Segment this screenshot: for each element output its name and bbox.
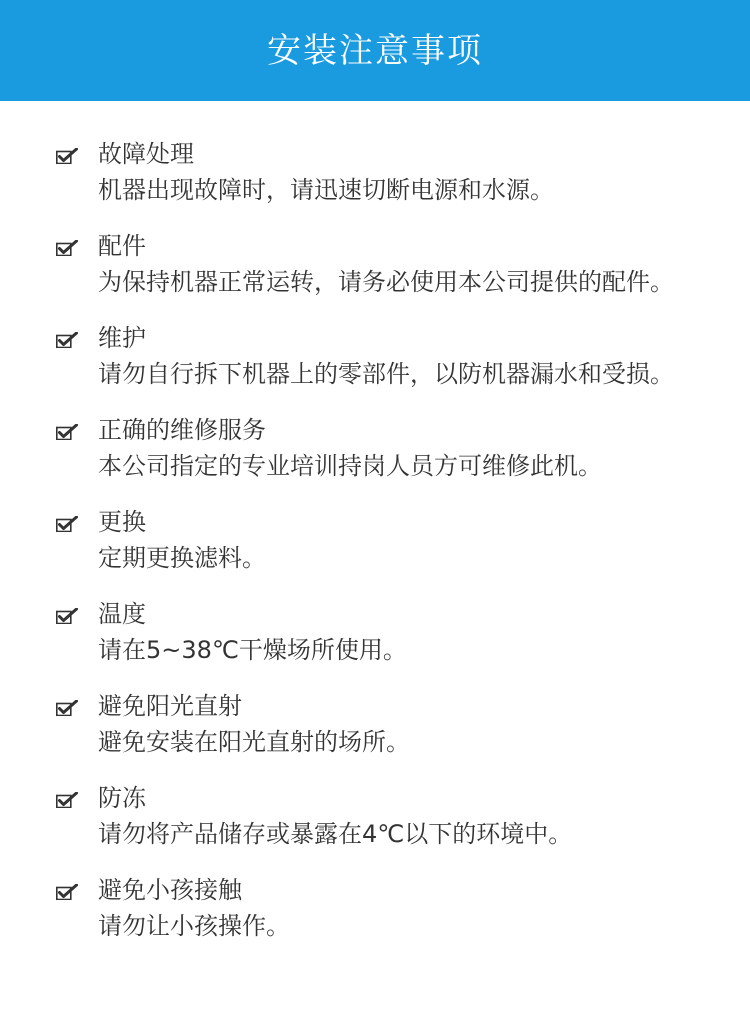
item-title: 更换 (98, 508, 146, 536)
list-item (0, 872, 750, 964)
checkbox-checked-icon (56, 700, 78, 716)
list-item (0, 596, 750, 688)
item-description: 避免安装在阳光直射的场所。 (98, 728, 410, 756)
checkbox-checked-icon (56, 884, 78, 900)
item-title: 避免阳光直射 (98, 692, 242, 720)
item-title: 配件 (98, 232, 146, 260)
item-title: 防冻 (98, 784, 146, 812)
list-item (0, 136, 750, 228)
notice-list (0, 136, 750, 964)
checkbox-checked-icon (56, 148, 78, 164)
list-item (0, 320, 750, 412)
checkbox-checked-icon (56, 424, 78, 440)
list-item (0, 688, 750, 780)
checkbox-checked-icon (56, 516, 78, 532)
item-description: 定期更换滤料。 (98, 544, 266, 572)
item-description: 请在5~38℃干燥场所使用。 (98, 636, 407, 664)
item-description: 请勿自行拆下机器上的零部件，以防机器漏水和受损。 (98, 360, 674, 388)
checkbox-checked-icon (56, 332, 78, 348)
item-title: 温度 (98, 600, 146, 628)
item-title: 避免小孩接触 (98, 876, 242, 904)
checkbox-checked-icon (56, 240, 78, 256)
list-item (0, 780, 750, 872)
item-title: 故障处理 (98, 140, 194, 168)
list-item (0, 228, 750, 320)
list-item (0, 504, 750, 596)
checkbox-checked-icon (56, 792, 78, 808)
item-description: 为保持机器正常运转，请务必使用本公司提供的配件。 (98, 268, 674, 296)
page-title: 安装注意事项 (267, 30, 483, 71)
list-item (0, 412, 750, 504)
item-description: 请勿将产品储存或暴露在4℃以下的环境中。 (98, 820, 573, 848)
item-title: 维护 (98, 324, 146, 352)
item-description: 本公司指定的专业培训持岗人员方可维修此机。 (98, 452, 602, 480)
checkbox-checked-icon (56, 608, 78, 624)
item-title: 正确的维修服务 (98, 416, 266, 444)
header-bar (0, 0, 750, 101)
item-description: 机器出现故障时，请迅速切断电源和水源。 (98, 176, 554, 204)
item-description: 请勿让小孩操作。 (98, 912, 290, 940)
